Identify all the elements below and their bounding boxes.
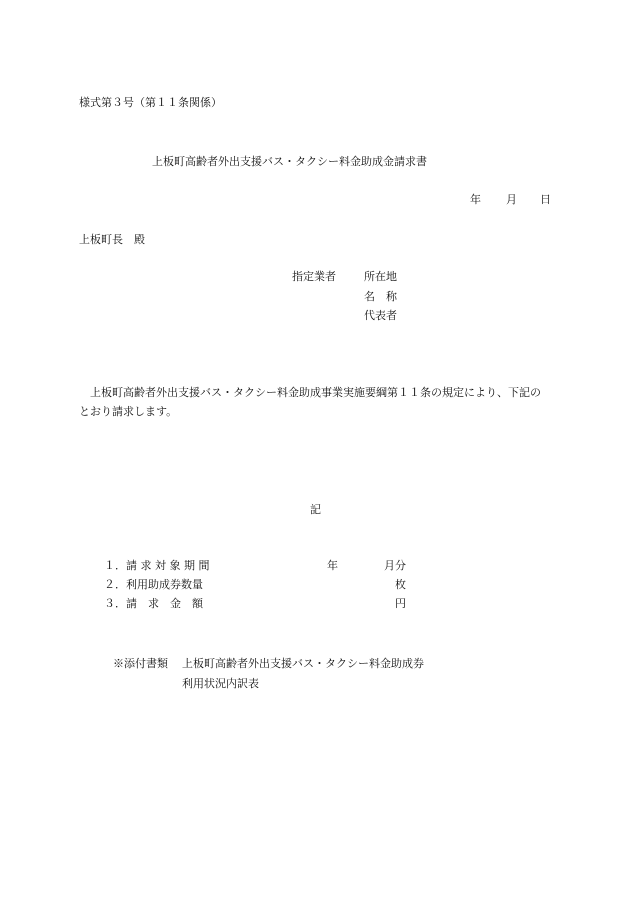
item-2-label: 利用助成券数量 xyxy=(126,578,203,591)
designated-vendor-label: 指定業者 xyxy=(292,270,336,283)
body-text-line-1: 上板町高齢者外出支援バス・タクシー料金助成事業実施要綱第１１条の規定により、下記の xyxy=(90,386,541,399)
date-year: 年 xyxy=(470,193,481,206)
form-number: 様式第３号（第１１条関係） xyxy=(79,96,222,109)
item-1-label: 請 求 対 象 期 間 xyxy=(126,559,210,572)
attachments-label: ※添付書類 xyxy=(113,657,168,670)
document-title: 上板町高齢者外出支援バス・タクシー料金助成金請求書 xyxy=(152,155,427,168)
name-label: 名 称 xyxy=(364,290,397,303)
attachments-line-2: 利用状況内訳表 xyxy=(182,677,259,690)
representative-label: 代表者 xyxy=(364,309,397,322)
addressee: 上板町長 殿 xyxy=(79,233,145,246)
item-3-unit: 円 xyxy=(395,597,406,610)
item-2-unit: 枚 xyxy=(395,578,406,591)
note-heading: 記 xyxy=(310,503,321,516)
address-label: 所在地 xyxy=(364,270,397,283)
item-3-label: 請 求 金 額 xyxy=(126,597,203,610)
date-month: 月 xyxy=(506,193,517,206)
item-1-number: １． xyxy=(104,559,126,572)
item-3-number: ３． xyxy=(104,597,126,610)
attachments-line-1: 上板町高齢者外出支援バス・タクシー料金助成券 xyxy=(182,657,424,670)
item-1-year-unit: 年 xyxy=(327,559,338,572)
item-2-number: ２． xyxy=(104,578,126,591)
date-day: 日 xyxy=(540,193,551,206)
item-1-month-unit: 月分 xyxy=(384,559,406,572)
body-text-line-2: とおり請求します。 xyxy=(79,405,178,418)
